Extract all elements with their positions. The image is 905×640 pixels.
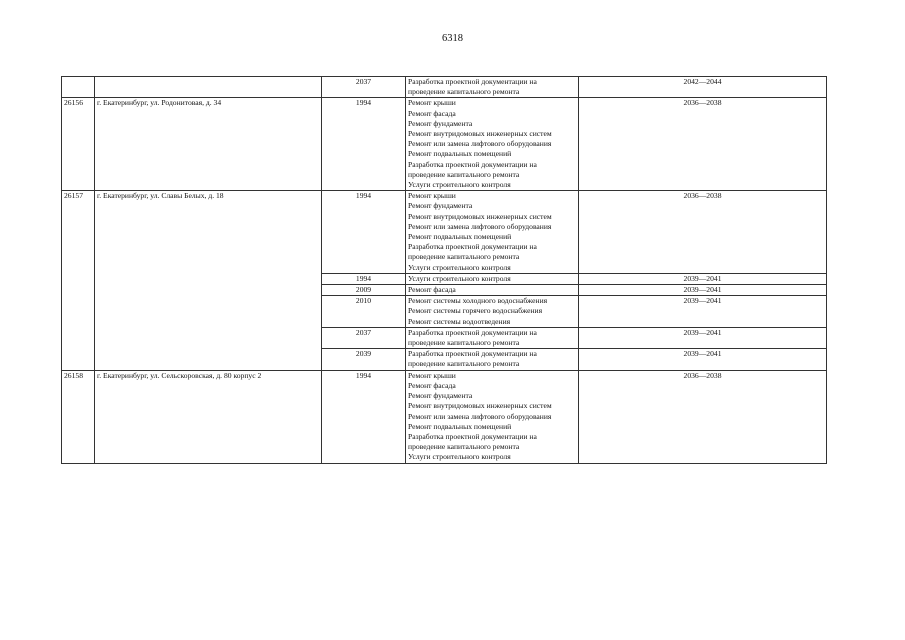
work-item: Ремонт подвальных помещений	[408, 421, 512, 431]
address-cell: г. Екатеринбург, ул. Родонитовая, д. 34	[95, 98, 322, 191]
work-item: Разработка проектной документации на	[408, 159, 537, 169]
year-cell: 1994	[322, 273, 406, 284]
period-cell: 2036—2038	[579, 370, 827, 463]
page-number: 6318	[442, 33, 463, 44]
works-cell	[406, 296, 579, 328]
year-cell: 2039	[322, 349, 406, 370]
table-body	[62, 77, 827, 464]
year-cell: 1994	[322, 98, 406, 191]
work-item: Услуги строительного контроля	[408, 180, 511, 190]
work-item: Ремонт или замена лифтового оборудования	[408, 139, 552, 149]
address-cell	[95, 77, 322, 98]
period-cell: 2036—2038	[579, 191, 827, 274]
works-cell	[406, 327, 579, 348]
table-row	[62, 98, 827, 191]
works-cell	[406, 285, 579, 296]
year-cell: 2037	[322, 77, 406, 98]
work-item: Ремонт крыши	[408, 370, 456, 380]
year-cell: 1994	[322, 370, 406, 463]
works-cell	[406, 370, 579, 463]
works-cell	[406, 77, 579, 98]
works-cell	[406, 349, 579, 370]
year-cell: 2009	[322, 285, 406, 296]
work-item: Ремонт или замена лифтового оборудования	[408, 221, 552, 231]
period-cell: 2039—2041	[579, 327, 827, 348]
work-item: Ремонт системы водоотведения	[408, 316, 511, 326]
work-item: Ремонт системы холодного водоснабжения	[408, 296, 548, 306]
year-cell: 1994	[322, 191, 406, 274]
work-item: Ремонт или замена лифтового оборудования	[408, 411, 552, 421]
year-cell: 2037	[322, 327, 406, 348]
work-item: Ремонт фундамента	[408, 118, 473, 128]
work-item: Ремонт внутридомовых инженерных систем	[408, 211, 552, 221]
work-item: Ремонт внутридомовых инженерных систем	[408, 401, 552, 411]
work-item: Разработка проектной документации на	[408, 327, 537, 337]
works-cell	[406, 98, 579, 191]
work-item: Разработка проектной документации на	[408, 77, 537, 86]
work-item: Услуги строительного контроля	[408, 262, 511, 272]
work-item: Разработка проектной документации на	[408, 431, 537, 441]
work-item: проведение капитального ремонта	[408, 359, 520, 369]
work-item: Ремонт внутридомовых инженерных систем	[408, 129, 552, 139]
address-cell: г. Екатеринбург, ул. Славы Белых, д. 18	[95, 191, 322, 370]
work-item: Ремонт подвальных помещений	[408, 149, 512, 159]
works-cell	[406, 191, 579, 274]
year-cell: 2010	[322, 296, 406, 328]
work-item: Разработка проектной документации на	[408, 349, 537, 359]
work-item: Ремонт подвальных помещений	[408, 232, 512, 242]
period-cell: 2039—2041	[579, 285, 827, 296]
work-item: Услуги строительного контроля	[408, 273, 511, 283]
period-cell: 2036—2038	[579, 98, 827, 191]
work-item: Ремонт фасада	[408, 380, 456, 390]
work-item: Ремонт фасада	[408, 108, 456, 118]
table-row	[62, 191, 827, 274]
work-item: Ремонт крыши	[408, 98, 456, 108]
works-cell	[406, 273, 579, 284]
work-item: проведение капитального ремонта	[408, 338, 520, 348]
house-number-cell: 26157	[62, 191, 95, 370]
period-cell: 2039—2041	[579, 273, 827, 284]
house-number-cell	[62, 77, 95, 98]
work-item: Ремонт фасада	[408, 285, 456, 295]
work-item: проведение капитального ремонта	[408, 169, 520, 179]
repair-schedule-table	[61, 76, 827, 464]
period-cell: 2039—2041	[579, 349, 827, 370]
table-row	[62, 77, 827, 98]
work-item: Ремонт системы горячего водоснабжения	[408, 306, 543, 316]
work-item: Ремонт крыши	[408, 191, 456, 201]
period-cell: 2039—2041	[579, 296, 827, 328]
period-cell: 2042—2044	[579, 77, 827, 98]
house-number-cell: 26158	[62, 370, 95, 463]
work-item: Разработка проектной документации на	[408, 242, 537, 252]
work-item: Ремонт фундамента	[408, 201, 473, 211]
work-item: проведение капитального ремонта	[408, 87, 520, 97]
work-item: проведение капитального ремонта	[408, 252, 520, 262]
house-number-cell: 26156	[62, 98, 95, 191]
work-item: проведение капитального ремонта	[408, 442, 520, 452]
work-item: Услуги строительного контроля	[408, 452, 511, 462]
work-item: Ремонт фундамента	[408, 391, 473, 401]
address-cell: г. Екатеринбург, ул. Сельскоровская, д. 80 корпус 2	[95, 370, 322, 463]
table-row	[62, 370, 827, 463]
